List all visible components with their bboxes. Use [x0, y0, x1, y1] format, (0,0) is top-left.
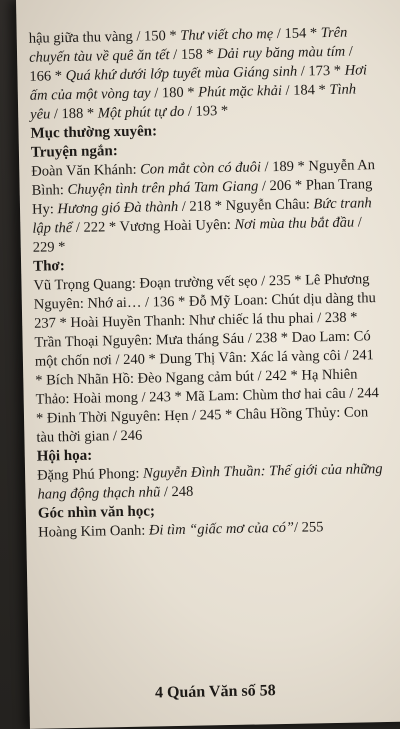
text-run: Vũ Trọng Quang: Đoạn trường vết sẹo / 235 * Lê Phương Nguyên: Nhớ ai… / 136 * Đỗ Mỹ Loan: Chút dịu dàng thu 237 * Hoài Huyền Thanh: Như chiếc lá thu phai / 238 * Trần Thoại Nguyên: Mưa tháng Sáu / 238 * Dao Lam: Có một chốn nơi / 240 * Dung Thị Vân: Xác lá vàng côi / 241 * Bích Nhãn Hồ: Đèo Ngang cảm bút / 242 * Hạ Nhiên Thảo: Hoài mong / 243 * Mã Lam: Chùm thơ hai câu / 244 * Đinh Thời Nguyên: Hẹn / 245 * Châu Hồng Thủy: Con tàu thời gian / 246 [33, 271, 379, 446]
painting-entry [37, 460, 386, 505]
text-run: / 180 * [150, 84, 199, 102]
text-run: Đoàn Văn Khánh: [31, 161, 141, 180]
text-run: / 188 * [50, 105, 99, 123]
short-stories-list [31, 156, 381, 258]
text-run: hậu giữa thu vàng / 150 * [28, 27, 181, 47]
text-run: / 248 [160, 483, 194, 501]
text-run: Đặng Phú Phong: [36, 465, 144, 484]
text-run: / 158 * [169, 46, 218, 64]
section-heading-regular: Mục thường xuyên: [30, 123, 158, 142]
text-run: / 229 * [32, 214, 363, 256]
italic-title-run: Nguyễn Đình Thuần: Thế giới của những hang động thạch nhũ [37, 461, 383, 503]
italic-title-run: Một phút tự do [97, 103, 185, 122]
text-run: / 255 [293, 519, 324, 536]
italic-title-run: Bức tranh lập thể [32, 195, 372, 237]
page-content [29, 23, 387, 543]
poetry-list [33, 270, 384, 448]
italic-title-run: Dải ruy băng màu tím [216, 43, 346, 63]
text-run: / 222 * Vương Hoài Uyên: [72, 216, 235, 236]
italic-title-run: Quá khứ dưới lớp tuyết mùa Giáng sinh [65, 63, 298, 85]
italic-title-run: Chuyện tình trên phá Tam Giang [67, 178, 259, 199]
heading-literary-view: Góc nhìn văn học; [37, 503, 156, 522]
heading-poetry: Thơ: [32, 258, 65, 275]
text-run: / 206 * Phan Trang Hy: [31, 176, 373, 218]
text-run: / 184 * [281, 82, 330, 99]
italic-title-run: Đi tìm “giấc mơ của có” [148, 519, 295, 539]
italic-title-run: Phút mặc khải [197, 82, 283, 101]
book-page [16, 0, 400, 729]
italic-title-run: Con mắt còn có đuôi [140, 159, 262, 178]
italic-title-run: Nơi mùa thu bắt đầu [234, 214, 355, 233]
text-run: / 166 * [29, 43, 354, 85]
text-run: / 189 * Nguyễn An Bình: [31, 157, 376, 199]
text-run: Hoàng Kim Oanh: [38, 522, 150, 541]
italic-title-run: Thư viết cho mẹ [180, 26, 274, 44]
page-footer: 4 Quán Văn số 58 [154, 682, 276, 702]
heading-short-stories: Truyện ngắn: [30, 143, 118, 161]
text-run: / 173 * [296, 62, 345, 80]
text-run: / 154 * [273, 25, 321, 43]
italic-title-run: Hơi ấm của một vòng tay [29, 62, 368, 104]
italic-title-run: Trên chuyến tàu về quê ăn tết [28, 24, 348, 66]
heading-painting: Hội họa: [36, 447, 93, 465]
text-run: / 218 * Nguyễn Châu: [178, 196, 314, 215]
italic-title-run: Hương gió Đà thành [57, 198, 179, 218]
text-run: / 193 * [184, 102, 229, 120]
italic-title-run: Tình yêu [30, 81, 357, 123]
top-paragraph [29, 23, 379, 125]
